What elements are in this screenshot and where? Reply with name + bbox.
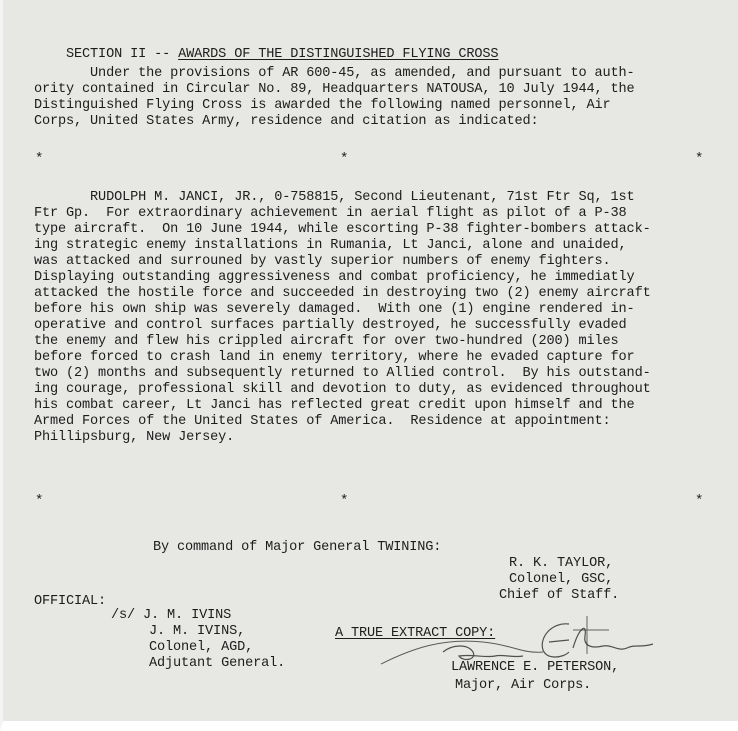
citation-line: two (2) months and subsequently returned to Allied control. By his outstand-: [34, 366, 651, 381]
official-signed: /s/ J. M. IVINS: [111, 608, 232, 623]
separator-asterisk: *: [35, 151, 44, 167]
handwritten-signature: [373, 608, 673, 688]
extract-rank: Major, Air Corps.: [455, 678, 592, 693]
citation-line: type aircraft. On 10 June 1944, while escorting P-38 fighter-bombers attack-: [34, 222, 651, 237]
citation-line: the enemy and flew his crippled aircraft for over two-hundred (200) miles: [34, 334, 619, 349]
separator-asterisk: *: [35, 493, 44, 509]
separator-asterisk: *: [340, 493, 349, 509]
citation-line: operative and control surfaces partially destroyed, he successfully evaded: [34, 318, 627, 333]
intro-line: Corps, United States Army, residence and citation as indicated:: [34, 114, 539, 129]
chief-title: Chief of Staff.: [499, 588, 620, 603]
citation-line: attacked the hostile force and succeeded in destroying two (2) enemy aircraft: [34, 286, 651, 301]
citation-line: RUDOLPH M. JANCI, JR., 0-758815, Second Lieutenant, 71st Ftr Sq, 1st: [34, 190, 635, 205]
chief-name: R. K. TAYLOR,: [509, 556, 614, 571]
citation-line: Displaying outstanding aggressiveness and combat proficiency, he immediatly: [34, 270, 635, 285]
citation-line: before forced to crash land in enemy territory, where he evaded capture for: [34, 350, 635, 365]
citation-line: before his own ship was severely damaged. With one (1) engine rendered in-: [34, 302, 635, 317]
section-prefix: SECTION II --: [66, 47, 179, 62]
separator-asterisk: *: [340, 151, 349, 167]
extract-name: LAWRENCE E. PETERSON,: [451, 660, 620, 675]
intro-line: Under the provisions of AR 600-45, as amended, and pursuant to auth-: [34, 66, 635, 81]
official-rank: Colonel, AGD,: [149, 640, 254, 655]
citation-line: Armed Forces of the United States of America. Residence at appointment:: [34, 414, 611, 429]
intro-line: ority contained in Circular No. 89, Headquarters NATOUSA, 10 July 1944, the: [34, 82, 635, 97]
citation-line: his combat career, Lt Janci has reflected great credit upon himself and the: [34, 398, 635, 413]
citation-line: ing strategic enemy installations in Rumania, Lt Janci, alone and unaided,: [34, 238, 627, 253]
separator-asterisk: *: [695, 493, 704, 509]
citation-line: ing courage, professional skill and devotion to duty, as evidenced throughout: [34, 382, 651, 397]
extract-label: A TRUE EXTRACT COPY:: [335, 626, 496, 641]
official-title: Adjutant General.: [149, 656, 286, 671]
section-title: AWARDS OF THE DISTINGUISHED FLYING CROSS: [178, 47, 499, 62]
chief-rank: Colonel, GSC,: [509, 572, 614, 587]
citation-line: Phillipsburg, New Jersey.: [34, 430, 235, 445]
citation-line: Ftr Gp. For extraordinary achievement in aerial flight as pilot of a P-38: [34, 206, 627, 221]
official-label: OFFICIAL:: [34, 594, 107, 609]
citation-line: was attacked and surrouned by vastly superior numbers of enemy fighters.: [34, 254, 611, 269]
separator-asterisk: *: [695, 151, 704, 167]
command-line: By command of Major General TWINING:: [153, 540, 442, 555]
official-name: J. M. IVINS,: [149, 624, 246, 639]
intro-line: Distinguished Flying Cross is awarded the following named personnel, Air: [34, 98, 611, 113]
